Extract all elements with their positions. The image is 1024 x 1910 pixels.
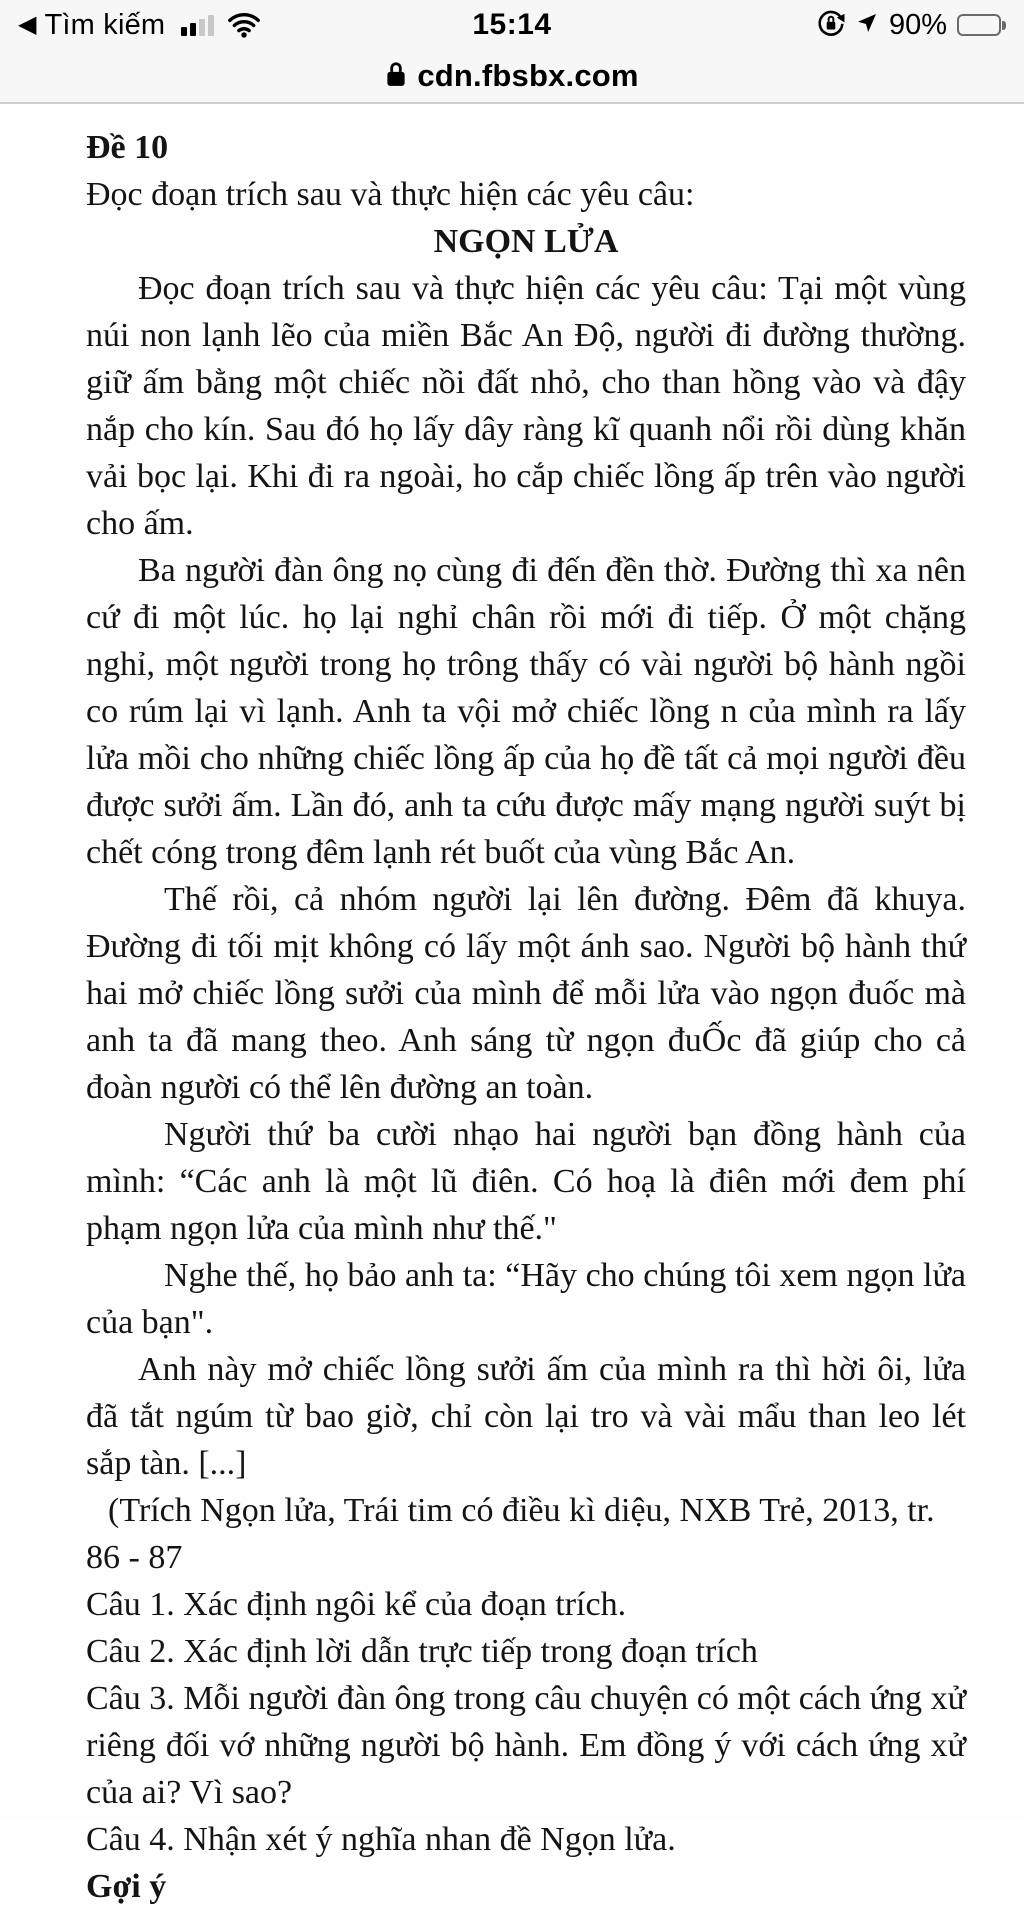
orientation-lock-icon xyxy=(817,9,845,42)
question-item: Câu 1. Xác định ngôi kể của đoạn trích. xyxy=(86,1586,627,1623)
battery-icon xyxy=(957,14,1006,36)
doc-title: Đề 10 xyxy=(86,129,169,166)
back-icon[interactable]: ◀ xyxy=(18,11,37,38)
passage-paragraph: Nghe thế, họ bảo anh ta: “Hãy cho chúng tôi xem ngọn lửa của bạn". xyxy=(86,1257,966,1341)
passage-paragraph: Đọc đoạn trích sau và thực hiện các yêu câu: Tại một vùng núi non lạnh lẽo của miền Bắc An Độ, người đi đường thường. giữ ấm bằng một chiếc nồi đất nhỏ, cho than hồng vào và đậy nắp cho kín. Sau đó họ lấy dây ràng kĩ quanh nổi rồi dùng khăn vải bọc lại. Khi đi ra ngoài, ho cắp chiếc lồng ấp trên vào người cho ấm. xyxy=(86,270,966,542)
back-to-app[interactable] xyxy=(18,9,348,42)
document-page xyxy=(0,104,1024,1905)
url-bar[interactable] xyxy=(0,48,1024,104)
wifi-icon xyxy=(228,13,260,38)
hint-heading: Gợi ý xyxy=(86,1868,167,1905)
source-citation: (Trích Ngọn lửa, Trái tim có điều kì diệu, NXB Trẻ, 2013, tr. 86 - 87 xyxy=(86,1492,935,1576)
status-indicators xyxy=(676,9,1006,42)
url-domain[interactable]: cdn.fbsbx.com xyxy=(417,58,639,93)
question-item: Câu 2. Xác định lời dẫn trực tiếp trong đoạn trích xyxy=(86,1633,758,1670)
back-app-label[interactable]: Tìm kiếm xyxy=(44,8,166,41)
doc-heading: NGỌN LỬA xyxy=(433,223,619,260)
passage-paragraph: Ba người đàn ông nọ cùng đi đến đền thờ. Đường thì xa nên cứ đi một lúc. họ lại nghỉ chân rồi mới đi tiếp. Ở một chặng nghỉ, một người trong họ trông thấy có vài người bộ hành ngồi co rúm lại vì lạnh. Anh ta vội mở chiếc lồng n của mình ra lấy lửa mồi cho những chiếc lồng ấp của họ đề tất cả mọi người đều được sưởi ấm. Lần đó, anh ta cứu được mấy mạng người suýt bị chết cóng trong đêm lạnh rét buốt của vùng Bắc An. xyxy=(86,552,966,871)
location-arrow-icon xyxy=(855,11,879,40)
question-item: Câu 3. Mỗi người đàn ông trong câu chuyện có một cách ứng xử riêng đối vớ những người bộ hành. Em đồng ý với cách ứng xử của ai? Vì sao? xyxy=(86,1680,966,1811)
passage-paragraph: Thế rồi, cả nhóm người lại lên đường. Đêm đã khuya. Đường đi tối mịt không có lấy một ánh sao. Người bộ hành thứ hai mở chiếc lồng sưởi của mình để mỗi lửa vào ngọn đuốc mà anh ta đã mang theo. Anh sáng từ ngọn đuỐc đã giúp cho cả đoàn người có thể lên đường an toàn. xyxy=(86,881,966,1106)
lock-icon xyxy=(385,60,407,93)
browser-chrome xyxy=(0,0,1024,104)
doc-intro-line: Đọc đoạn trích sau và thực hiện các yêu câu: xyxy=(86,176,695,213)
cellular-signal-icon xyxy=(181,15,214,36)
passage-paragraph: Người thứ ba cười nhạo hai người bạn đồng hành của mình: “Các anh là một lũ điên. Có hoạ là điên mới đem phí phạm ngọn lửa của mình như thế." xyxy=(86,1116,966,1247)
status-time: 15:14 xyxy=(472,8,552,41)
status-bar xyxy=(0,0,1024,48)
battery-percent-label: 90% xyxy=(888,8,947,41)
question-item: Câu 4. Nhận xét ý nghĩa nhan đề Ngọn lửa. xyxy=(86,1821,676,1858)
passage-paragraph: Anh này mở chiếc lồng sưởi ấm của mình ra thì hời ôi, lửa đã tắt ngúm từ bao giờ, chỉ còn lại tro và vài mẩu than leo lét sắp tàn. [...] xyxy=(86,1351,966,1482)
